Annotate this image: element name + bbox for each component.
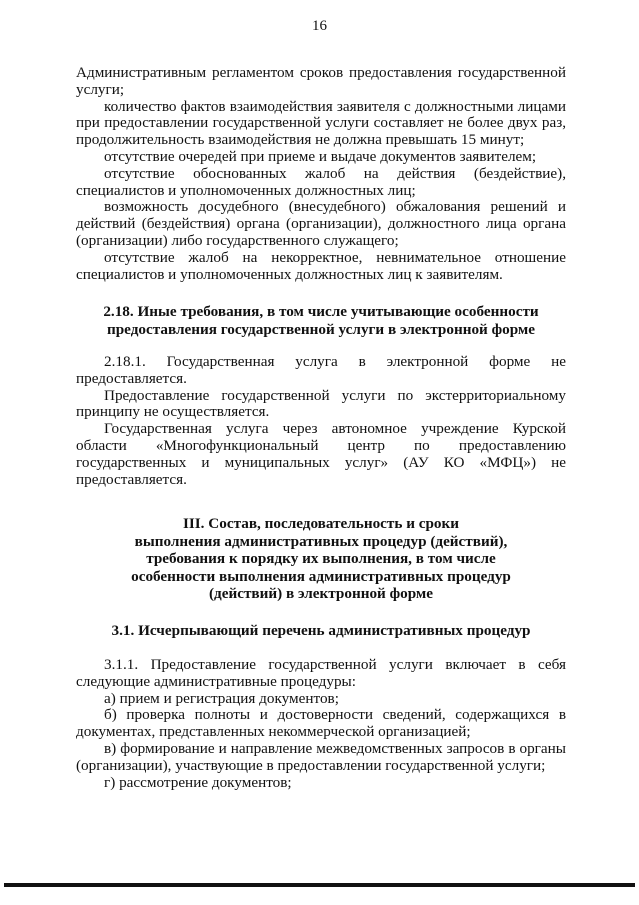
heading-line: III. Состав, последовательность и сроки — [182, 515, 460, 532]
section-3-1-text — [76, 657, 566, 791]
list-item: а) прием и регистрация документов; — [104, 689, 339, 707]
paragraph: отсутствие обоснованных жалоб на действия (бездействие), специалистов и уполномоченных должностных лиц; — [76, 164, 566, 199]
paragraph: Административным регламентом сроков предоставления государственной услуги; — [76, 64, 566, 98]
heading-line: 2.18. Иные требования, в том числе учитывающие особенности — [103, 303, 539, 320]
list-item: г) рассмотрение документов; — [104, 773, 292, 791]
paragraph: 2.18.1. Государственная услуга в электронной форме не предоставляется. — [76, 353, 566, 387]
heading-line: 3.1. Исчерпывающий перечень административных процедур — [111, 622, 531, 639]
paragraph: Государственная услуга через автономное учреждение Курской области «Многофункциональный центр по предоставлению государственных и муниципальных услуг» (АУ КО «МФЦ») не предоставляется. — [76, 420, 566, 488]
page-number: 16 — [312, 18, 327, 34]
list-item: в) формирование и направление межведомственных запросов в органы (организации), участвующие в предоставлении государственной услуги; — [76, 739, 566, 774]
heading-line: (действий) в электронной форме — [208, 585, 434, 602]
criteria-list — [76, 65, 566, 283]
paragraph: возможность досудебного (внесудебного) обжалования решений и действий (бездействия) органа (организации), должностного лица органа (организации) либо государственного служащего; — [76, 198, 566, 249]
list-item: б) проверка полноты и достоверности сведений, содержащихся в документах, представленных некоммерческой организацией; — [76, 706, 566, 741]
chapter-heading-iii — [76, 515, 566, 603]
heading-line: предоставления государственной услуги в электронной форме — [106, 320, 536, 338]
heading-line: особенности выполнения административных процедур — [131, 567, 511, 585]
section-2-18-text — [76, 354, 566, 488]
paragraph: 3.1.1. Предоставление государственной услуги включает в себя следующие административные процедуры: — [76, 656, 566, 690]
paragraph: Предоставление государственной услуги по экстерриториальному принципу не осуществляется. — [76, 386, 566, 421]
heading-line: выполнения административных процедур (действий), — [134, 532, 508, 550]
section-heading-3-1 — [76, 622, 566, 640]
paragraph: количество фактов взаимодействия заявителя с должностными лицами при предоставлении государственной услуги составляет не более двух раз, продолжительность взаимодействия не должна превышать 15 минут; — [76, 97, 566, 149]
bottom-scan-border — [4, 883, 635, 887]
section-heading-2-18 — [76, 303, 566, 338]
paragraph: отсутствие жалоб на некорректное, невнимательное отношение специалистов и уполномоченных должностных лиц к заявителям. — [76, 248, 566, 283]
heading-line: требования к порядку их выполнения, в том числе — [146, 550, 496, 567]
paragraph: отсутствие очередей при приеме и выдаче документов заявителем; — [104, 147, 537, 165]
